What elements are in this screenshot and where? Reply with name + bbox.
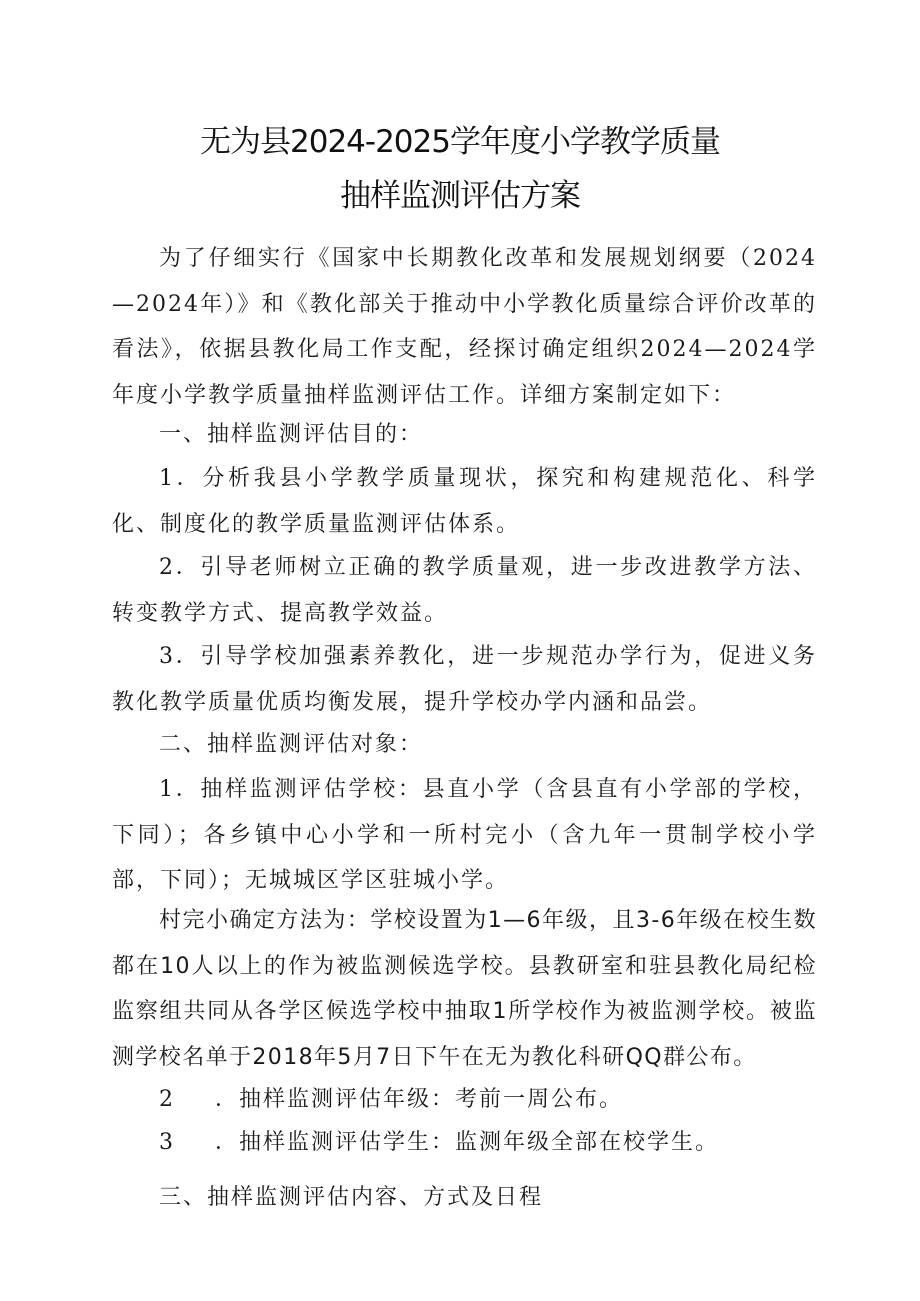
intro-paragraph: 为了仔细实行《国家中长期教化改革和发展规划纲要（2024—2024年）》和《教化部关于推动中小学教化质量综合评价改革的看法》，依据县教化局工作支配，经探讨确定组织2024—2024学年度小学教学质量抽样监测评估工作。详细方案制定如下： xyxy=(112,246,817,408)
target-item-3 xyxy=(112,1120,817,1166)
goal-item-1: 1．分析我县小学教学质量现状，探究和构建规范化、科学化、制度化的教学质量监测评估体系。 xyxy=(112,466,817,537)
section2-heading: 二、抽样监测评估对象： xyxy=(159,732,424,757)
document-title-line2: 抽样监测评估方案 xyxy=(340,178,580,214)
target-item-2 xyxy=(112,1077,817,1123)
goal-item-3: 3．引导学校加强素养教化，进一步规范办学行为，促进义务教化教学质量优质均衡发展，提升学校办学内涵和品尝。 xyxy=(112,644,817,715)
village-school-method: 村完小确定方法为：学校设置为1—6年级，且3-6年级在校生数都在10人以上的作为被监测候选学校。县教研室和驻县教化局纪检监察组共同从各学区候选学校中抽取1所学校作为被监测学校。被监测学校名单于2018年5月7日下午在无为教化科研QQ群公布。 xyxy=(112,908,817,1070)
target-item-2-number: 2 xyxy=(159,1087,175,1112)
target-item-3-text: ．抽样监测评估学生：监测年级全部在校学生。 xyxy=(215,1130,720,1155)
target-item-1: 1．抽样监测评估学校：县直小学（含县直有小学部的学校，下同）；各乡镇中心小学和一所村完小（含九年一贯制学校小学部，下同）；无城城区学区驻城小学。 xyxy=(112,777,817,893)
target-item-3-number: 3 xyxy=(159,1130,175,1155)
target-item-2-text: ．抽样监测评估年级：考前一周公布。 xyxy=(215,1087,624,1112)
goal-item-2: 2．引导老师树立正确的教学质量观，进一步改进教学方法、转变教学方式、提高教学效益。 xyxy=(112,555,817,626)
document-title-line1: 无为县2024-2025学年度小学教学质量 xyxy=(200,124,720,160)
section3-heading: 三、抽样监测评估内容、方式及日程 xyxy=(159,1185,544,1210)
section1-heading: 一、抽样监测评估目的： xyxy=(159,422,424,447)
